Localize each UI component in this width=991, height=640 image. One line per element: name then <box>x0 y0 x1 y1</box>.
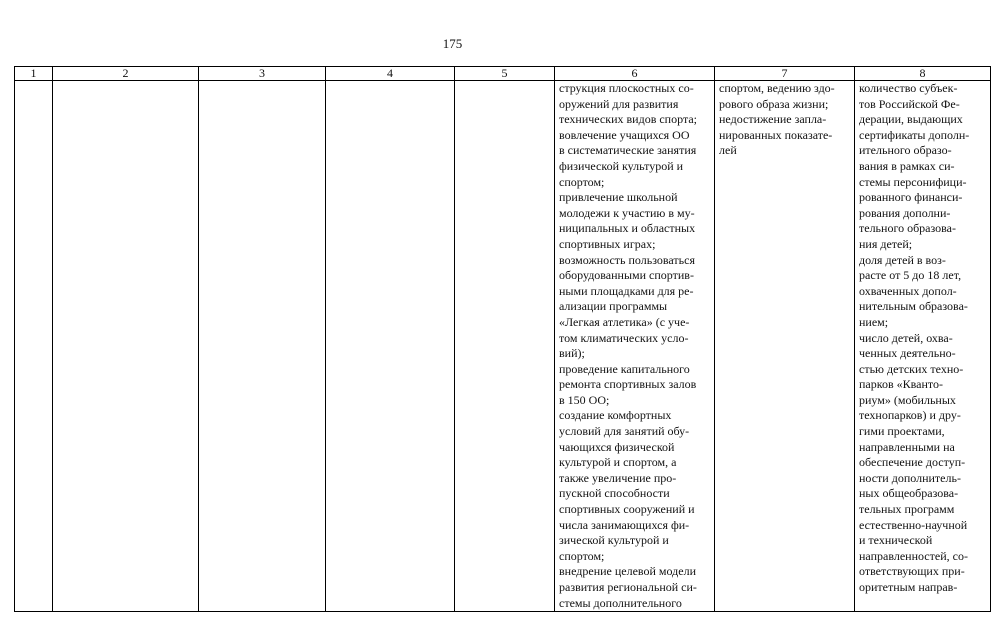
cell-col-3 <box>199 81 326 612</box>
page-number: 175 <box>442 36 463 51</box>
column-header-4: 4 <box>326 67 455 81</box>
cell-col-8: количество субъек- тов Российской Фе- дерации, выдающих сертификаты дополн- ительного образо- вания в рамках си- стемы персонифици- рованного финанси- рования дополни- тельного образова- ния детей; доля детей в воз- расте от 5 до 18 лет, охваченных допол- нительным образова- нием; число детей, охва- ченных деятельно- стью детских техно- парков «Кванто- риум» (мобильных технопарков) и дру- гими проектами, направленными на обеспечение доступ- ности дополнитель- ных общеобразова- тельных программ естественно-научной и технической направленностей, со- ответствующих при- оритетным направ- <box>855 81 991 612</box>
cell-col-6: струкция плоскостных со- оружений для развития технических видов спорта; вовлечение учащихся ОО в систематические занятия физической культурой и спортом; привлечение школьной молодежи к участию в му- ниципальных и областных спортивных играх; возможность пользоваться оборудованными спортив- ными площадками для ре- ализации программы «Легкая атлетика» (с уче- том климатических усло- вий); проведение капитального ремонта спортивных залов в 150 ОО; создание комфортных условий для занятий обу- чающихся физической культурой и спортом, а также увеличение про- пускной способности спортивных сооружений и числа занимающихся фи- зической культурой и спортом; внедрение целевой модели развития региональной си- стемы дополнительного <box>555 81 715 612</box>
column-header-1: 1 <box>15 67 53 81</box>
column-header-7: 7 <box>715 67 855 81</box>
column-header-5: 5 <box>455 67 555 81</box>
document-table <box>14 66 991 612</box>
column-header-3: 3 <box>199 67 326 81</box>
column-header-row <box>15 67 991 81</box>
table-row <box>15 81 991 612</box>
column-header-6: 6 <box>555 67 715 81</box>
cell-col-4 <box>326 81 455 612</box>
cell-col-7: спортом, ведению здо- рового образа жизни; недостижение запла- нированных показате- лей <box>715 81 855 612</box>
cell-col-1 <box>15 81 53 612</box>
cell-col-2 <box>53 81 199 612</box>
cell-col-5 <box>455 81 555 612</box>
column-header-2: 2 <box>53 67 199 81</box>
column-header-8: 8 <box>855 67 991 81</box>
